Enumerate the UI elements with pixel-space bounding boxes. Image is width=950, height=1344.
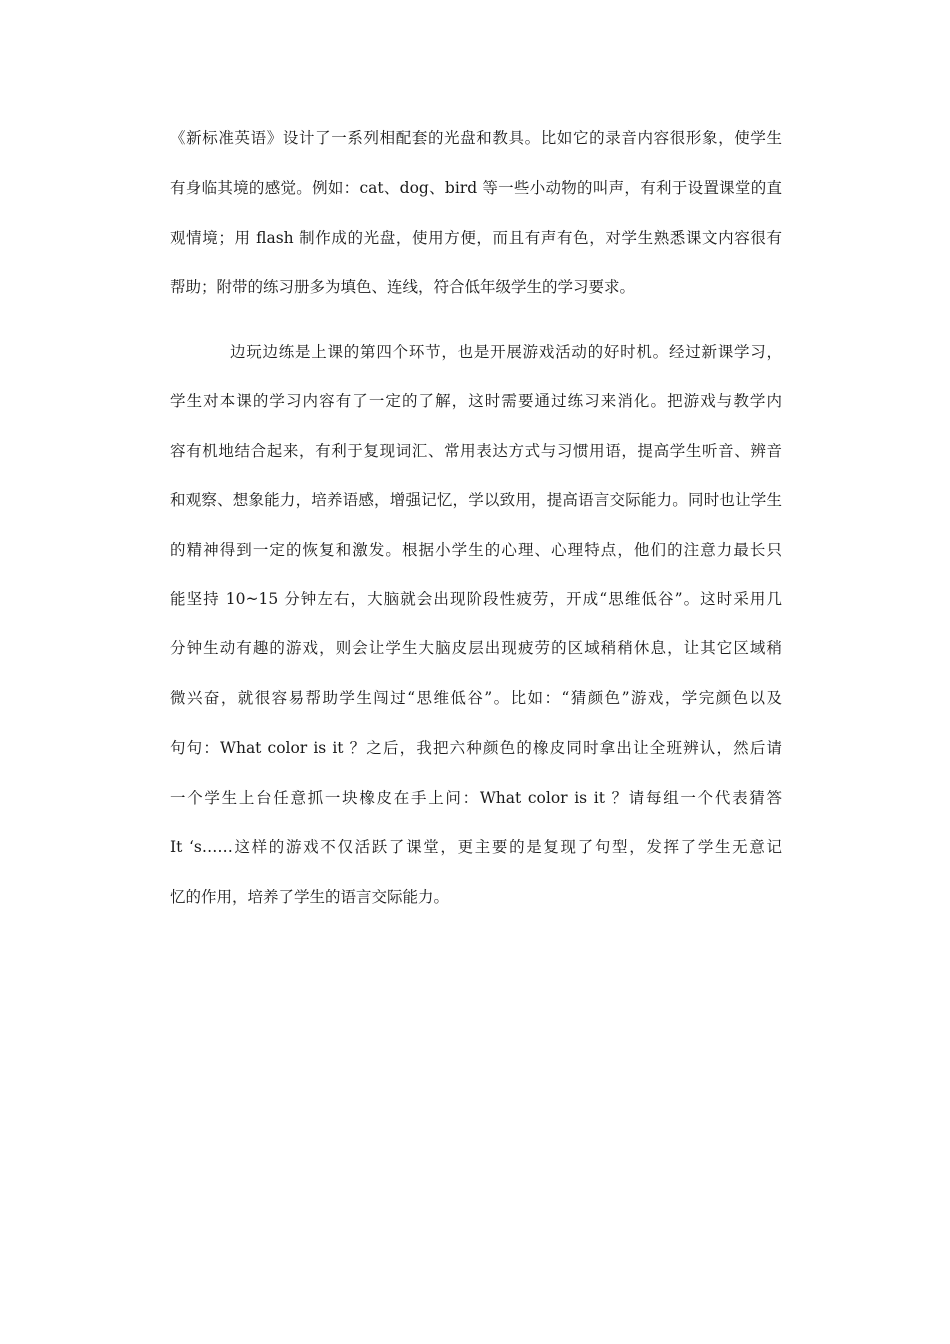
paragraph-line: 的精神得到一定的恢复和激发。根据小学生的心理、心理特点，他们的注意力最长只 bbox=[170, 541, 782, 559]
paragraph-line: 一个学生上台任意抓一块橡皮在手上问：What color is it ？请每组一个代表猜答 bbox=[170, 789, 782, 807]
paragraph-line: 帮助；附带的练习册多为填色、连线，符合低年级学生的学习要求。 bbox=[170, 278, 636, 296]
paragraph-line: 微兴奋，就很容易帮助学生闯过“思维低谷”。比如：“猜颜色”游戏，学完颜色以及 bbox=[170, 689, 782, 707]
paragraph-line: 学生对本课的学习内容有了一定的了解，这时需要通过练习来消化。把游戏与教学内 bbox=[170, 392, 782, 410]
paragraph-line: 观情境；用 flash 制作成的光盘，使用方便，而且有声有色，对学生熟悉课文内容很有 bbox=[170, 229, 782, 247]
paragraph-line: 边玩边练是上课的第四个环节，也是开展游戏活动的好时机。经过新课学习， bbox=[230, 343, 782, 361]
paragraph-line: 忆的作用，培养了学生的语言交际能力。 bbox=[170, 888, 450, 906]
paragraph-line: 有身临其境的感觉。例如：cat、dog、bird 等一些小动物的叫声，有利于设置课堂的直 bbox=[170, 179, 782, 197]
paragraph-line: 和观察、想象能力，培养语感，增强记忆，学以致用，提高语言交际能力。同时也让学生 bbox=[170, 491, 782, 509]
paragraph-line: It ‘s……这样的游戏不仅活跃了课堂，更主要的是复现了句型，发挥了学生无意记 bbox=[170, 838, 782, 856]
paragraph-line: 能坚持 10~15 分钟左右，大脑就会出现阶段性疲劳，开成“思维低谷”。这时采用几 bbox=[170, 590, 782, 608]
paragraph-line: 容有机地结合起来，有利于复现词汇、常用表达方式与习惯用语，提高学生听音、辨音 bbox=[170, 442, 782, 460]
paragraph-line: 句句：What color is it ？之后，我把六种颜色的橡皮同时拿出让全班辨认，然后请 bbox=[170, 739, 782, 757]
paragraph-line: 《新标准英语》设计了一系列相配套的光盘和教具。比如它的录音内容很形象，使学生 bbox=[170, 129, 782, 147]
paragraph-line: 分钟生动有趣的游戏，则会让学生大脑皮层出现疲劳的区域稍稍休息，让其它区域稍 bbox=[170, 639, 782, 657]
